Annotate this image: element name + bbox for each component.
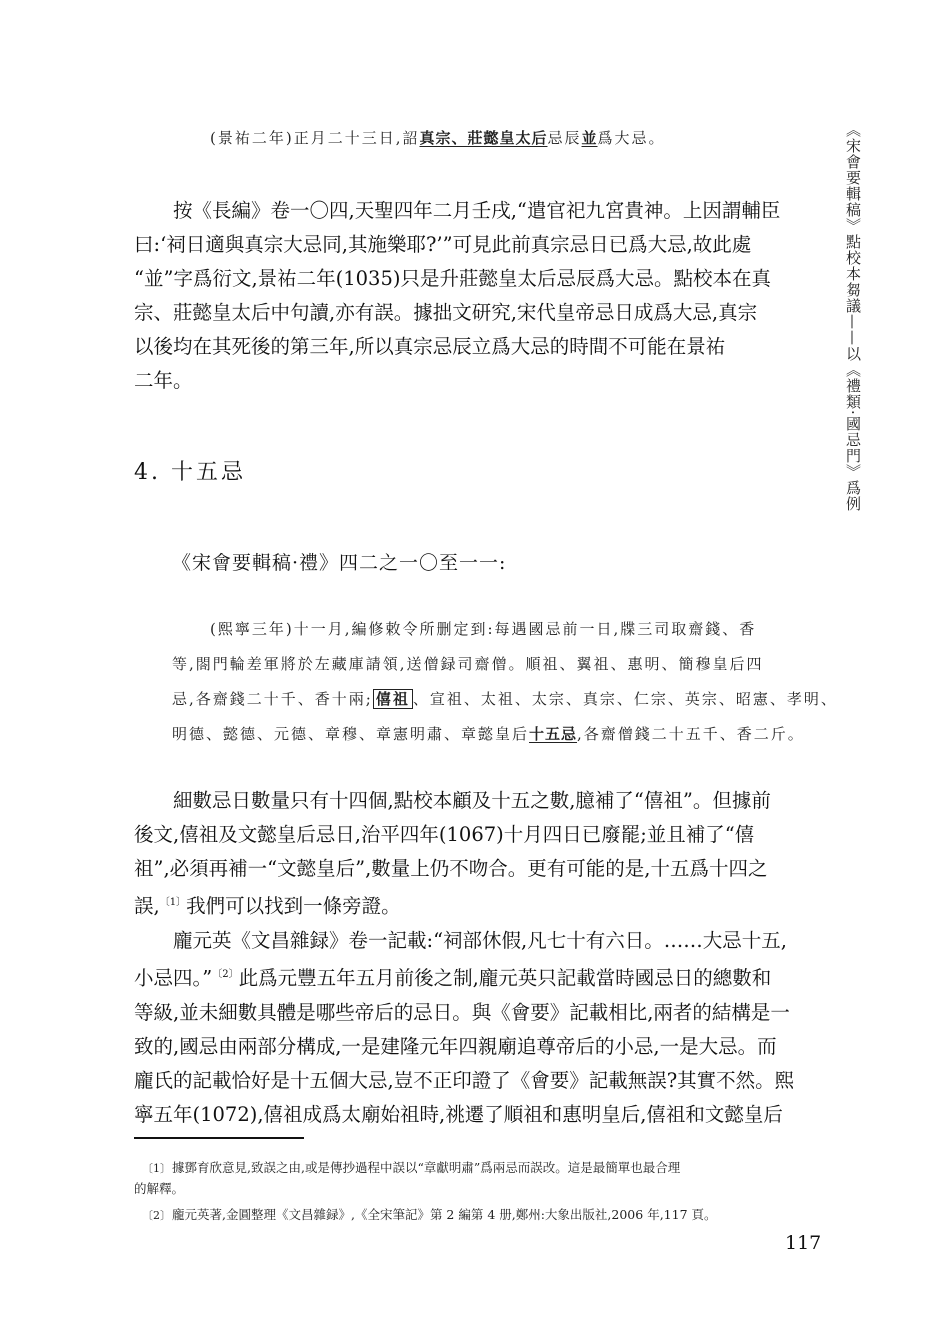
- quote-2-line3-pre: 忌,各齋錢二十千、香十兩;: [172, 690, 373, 708]
- paragraph-2-line: 後文,僖祖及文懿皇后忌日,治平四年(1067)十月四日已廢罷;並且補了“僖: [134, 823, 755, 846]
- footnote-2: [134, 1205, 824, 1226]
- quote-2-line3-post: 、宣祖、太祖、太宗、真宗、仁宗、英宗、昭憲、孝明、: [412, 690, 838, 708]
- boxed-xizu: 僖祖: [373, 689, 413, 709]
- paragraph-2-line: [134, 886, 820, 924]
- footnote-1-continuation: 的解釋。: [134, 1181, 185, 1196]
- quote-1: [210, 127, 666, 148]
- paragraph-3-line: 龐氏的記載恰好是十五個大忌,豈不正印證了《會要》記載無誤?其實不然。熙: [134, 1068, 795, 1092]
- source-citation: 《宋會要輯稿·禮》四二之一〇至一一:: [172, 552, 507, 574]
- paragraph-3-line2-post: 此爲元豐五年五月前後之制,龐元英只記載當時國忌日的總數和: [238, 966, 772, 990]
- bold-fifteen-ji: 十五忌: [529, 725, 578, 743]
- paragraph-2: [134, 784, 820, 924]
- paragraph-2-line: 細數忌日數量只有十四個,點校本顧及十五之數,臆補了“僖祖”。但據前: [173, 789, 771, 812]
- quote-2-line: (熙寧三年)十一月,編修敕令所删定到:每遇國忌前一日,牒三司取齋錢、香: [210, 620, 757, 638]
- paragraph-2-line: 祖”,必須再補一“文懿皇后”,數量上仍不吻合。更有可能的是,十五爲十四之: [134, 857, 768, 880]
- footnote-1: [134, 1158, 824, 1179]
- paragraph-3-line: [134, 958, 820, 996]
- quote-2-line: 等,閤門輪差軍將於左藏庫請領,送僧録司齋僧。順祖、翼祖、惠明、簡穆皇后四: [172, 655, 764, 673]
- paragraph-1-line: 以後均在其死後的第三年,所以真宗忌辰立爲大忌的時間不可能在景祐: [134, 335, 726, 358]
- quote-1-bold-bing: 並: [581, 129, 598, 147]
- footnote-mark: 〔2〕: [142, 1209, 171, 1222]
- quote-1-bold-emperors: 真宗、莊懿皇太后: [419, 129, 548, 147]
- paragraph-1-line: “並”字爲衍文,景祐二年(1035)只是升莊懿皇太后忌辰爲大忌。點校本在真: [134, 267, 771, 290]
- paragraph-1-line: 曰:‘祠日適與真宗大忌同,其施樂耶?’”可見此前真宗忌日已爲大忌,故此處: [134, 233, 752, 256]
- footnote-text: 龐元英著,金圓整理《文昌雜録》,《全宋筆記》第 2 編第 4 册,鄭州:大象出版社,2006 年,117 頁。: [172, 1207, 717, 1222]
- paragraph-1: [134, 194, 820, 398]
- quote-1-mid: 忌辰: [547, 129, 582, 147]
- paragraph-3-line: 致的,國忌由兩部分構成,一是建隆元年四親廟追尊帝后的小忌,一是大忌。而: [134, 1034, 777, 1058]
- footnotes: [134, 1158, 824, 1226]
- quote-1-pre: (景祐二年)正月二十三日,詔: [210, 129, 420, 147]
- paragraph-3-line: 等級,並未細數具體是哪些帝后的忌日。與《會要》記載相比,兩者的結構是一: [134, 1000, 790, 1024]
- paragraph-1-line: 按《長編》卷一〇四,天聖四年二月壬戌,“遣官祀九宮貴神。上因謂輔臣: [173, 199, 781, 222]
- paragraph-2-last-pre: 誤,: [134, 894, 160, 918]
- quote-2-line: [172, 682, 838, 717]
- quote-1-post: 爲大忌。: [597, 129, 666, 147]
- quote-2-line4-post: ,各齋僧錢二十五千、香二斤。: [577, 725, 805, 743]
- footnote-mark: 〔1〕: [142, 1162, 171, 1175]
- quote-2: [172, 612, 838, 752]
- footnote-ref-2[interactable]: 〔2〕: [212, 969, 239, 980]
- footnote-divider: [134, 1137, 304, 1139]
- paragraph-3-line: 龐元英《文昌雜録》卷一記載:“祠部休假,凡七十有六日。……大忌十五,: [173, 929, 787, 952]
- paragraph-2-last-post: 我們可以找到一條旁證。: [186, 894, 401, 918]
- paragraph-1-line: 二年。: [134, 369, 193, 392]
- running-header: 《宋會要輯稿》點校本芻議——以《禮類·國忌門》爲例: [844, 122, 862, 512]
- paragraph-3-line2-pre: 小忌四。”: [134, 966, 213, 990]
- paragraph-3: [134, 924, 820, 1132]
- footnote-text: 據鄧育欣意見,致誤之由,或是傳抄過程中誤以“章獻明肅”爲兩忌而誤改。這是最簡單也最合理: [172, 1160, 681, 1175]
- section-heading: 4. 十五忌: [134, 460, 246, 485]
- footnote-ref-1[interactable]: 〔1〕: [159, 897, 187, 908]
- page-number: 117: [785, 1232, 822, 1254]
- paragraph-1-line: 宗、莊懿皇太后中句讀,亦有誤。據拙文研究,宋代皇帝忌日成爲大忌,真宗: [134, 301, 758, 324]
- quote-2-line: [172, 717, 832, 752]
- paragraph-3-line: 寧五年(1072),僖祖成爲太廟始祖時,祧遷了順祖和惠明皇后,僖祖和文懿皇后: [134, 1102, 783, 1126]
- quote-2-line4-pre: 明德、懿德、元德、章穆、章憲明肅、章懿皇后: [172, 725, 530, 743]
